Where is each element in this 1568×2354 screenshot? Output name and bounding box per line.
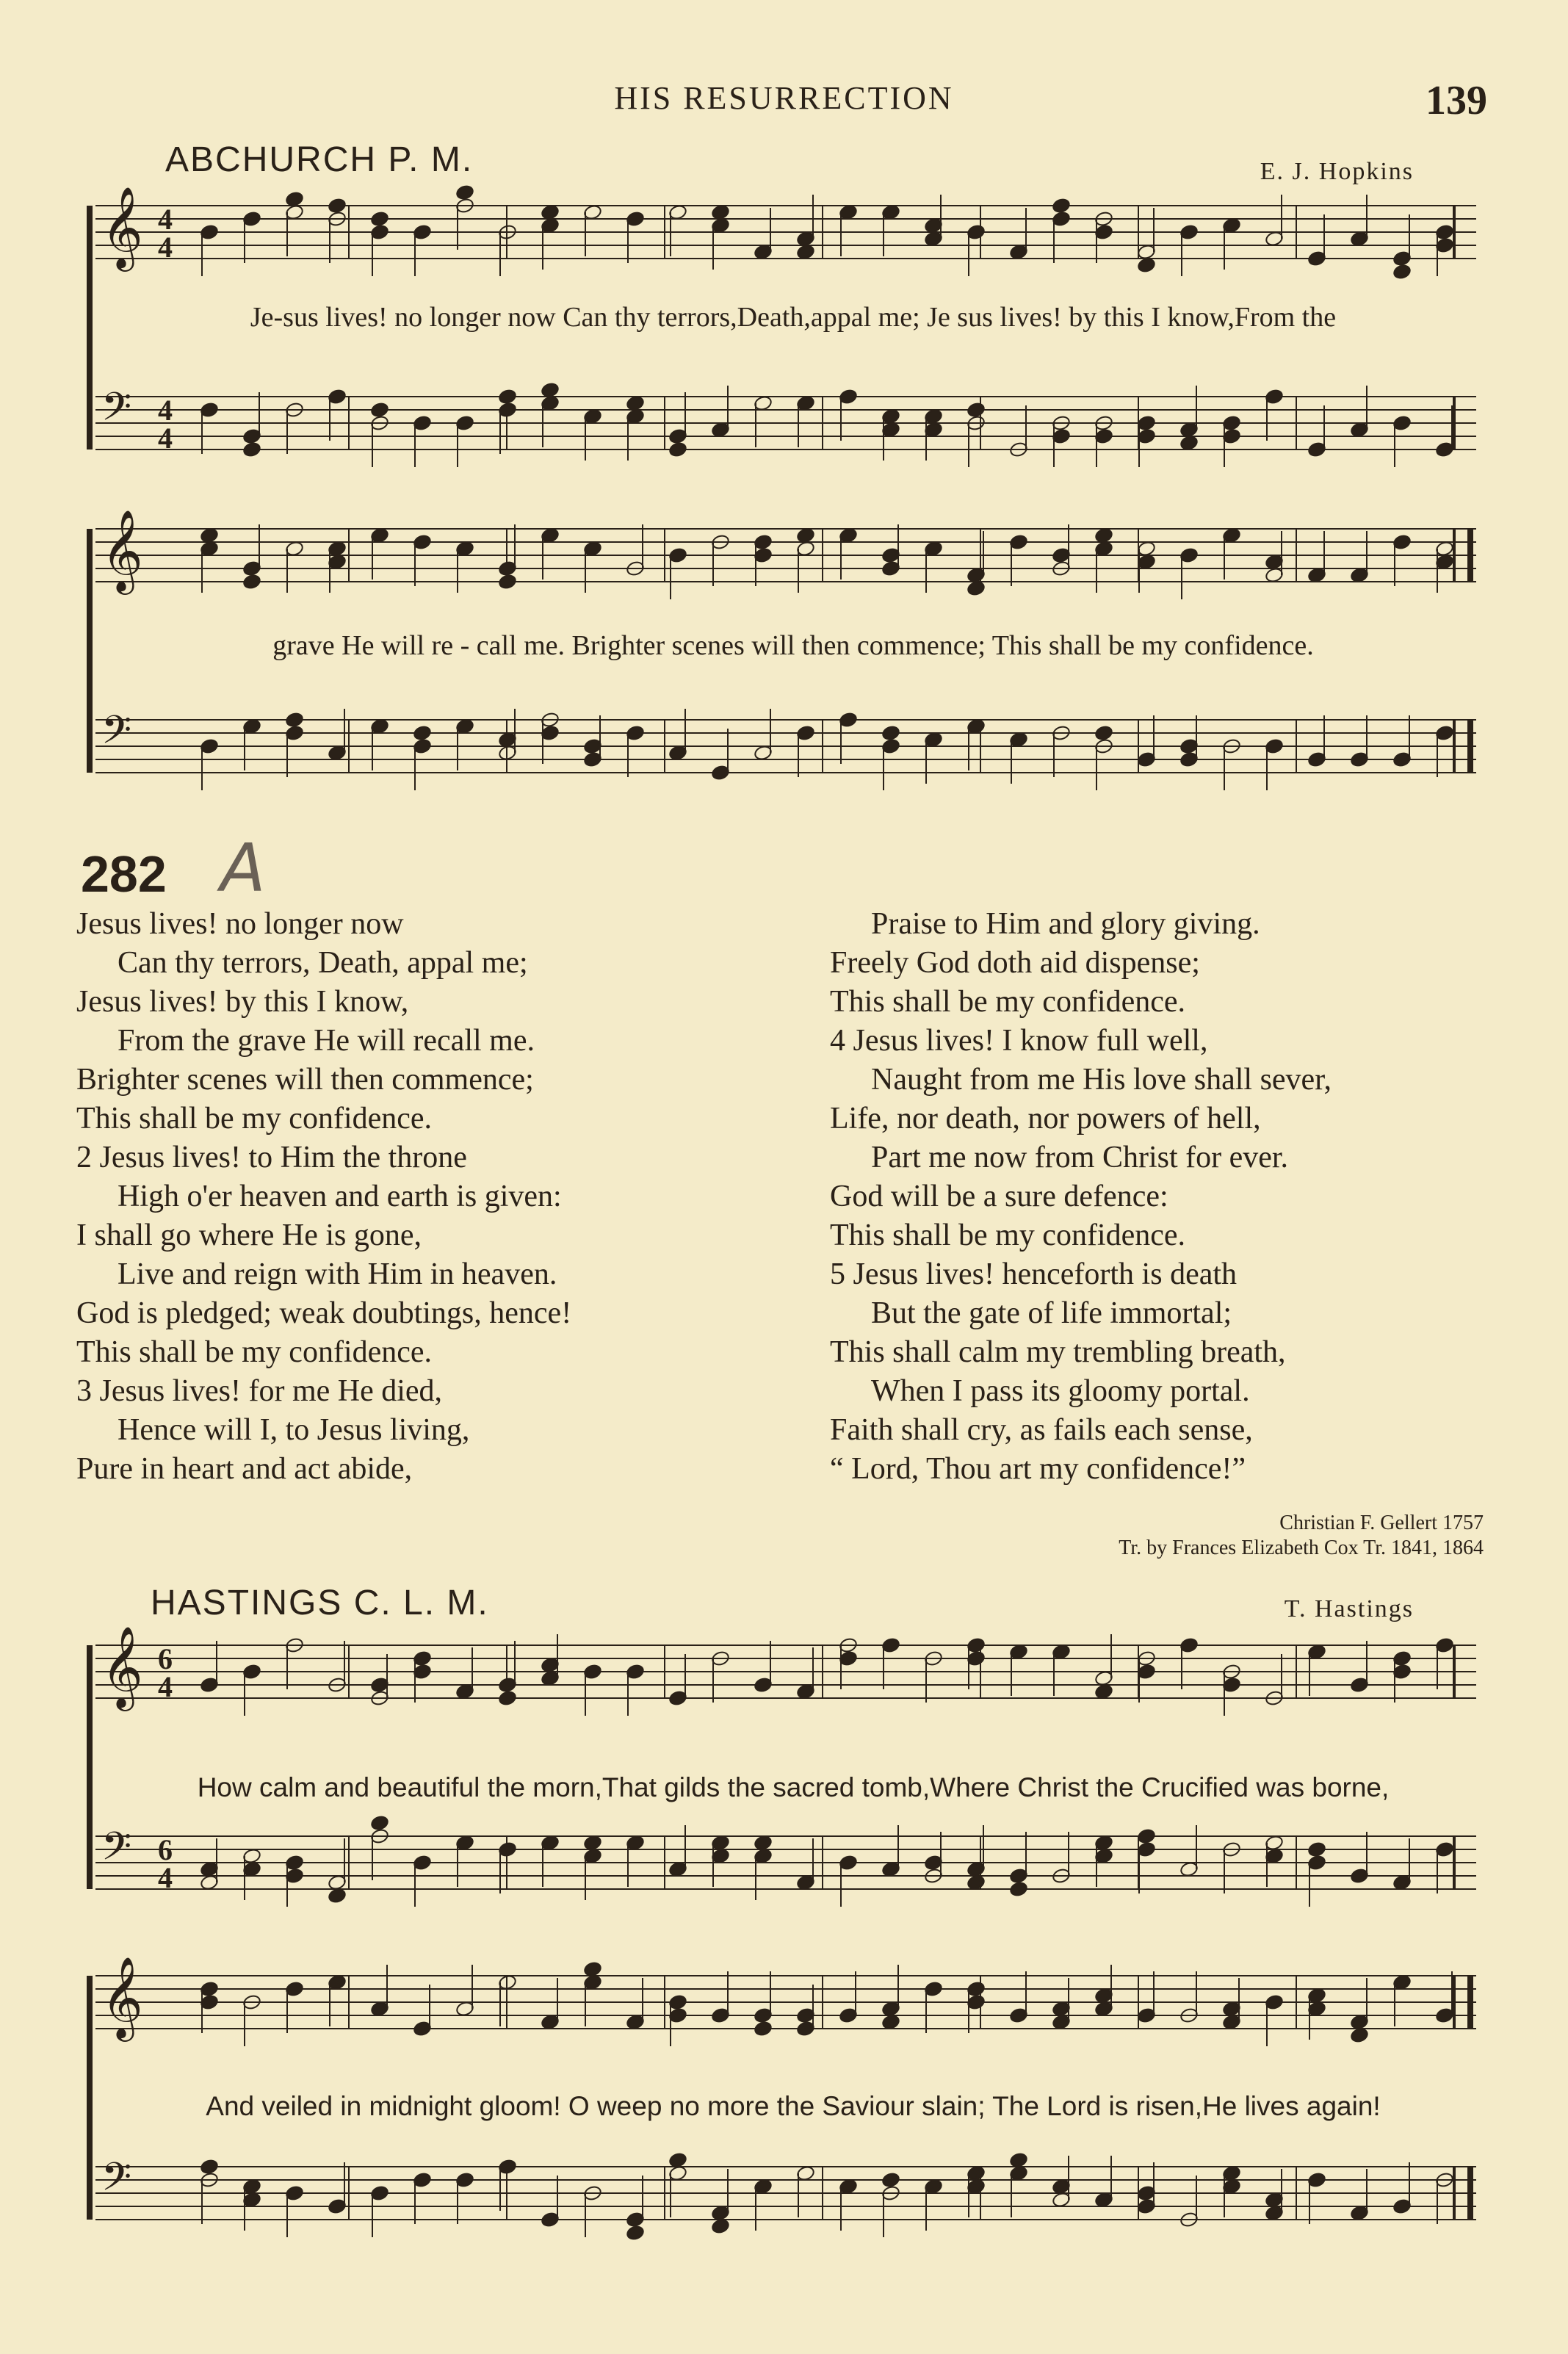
note-head: [881, 725, 900, 742]
note-head: [1009, 2152, 1028, 2169]
note-head: [754, 2021, 773, 2037]
bass-clef-icon: 𝄢: [101, 1824, 132, 1879]
note-head: [1094, 725, 1113, 742]
time-signature-top: 6: [158, 1833, 173, 1866]
lyric-line: Je-sus lives! no longer now Can thy terrors,Death,appal me; Je sus lives! by this I know,From the: [250, 302, 1337, 333]
note-head: [498, 1690, 517, 1707]
bass-clef-icon: 𝄢: [101, 385, 132, 439]
note-head: [1179, 435, 1199, 452]
note-head: [1094, 527, 1113, 544]
note-head: [967, 402, 986, 419]
time-signature-bottom: 4: [158, 422, 173, 455]
note-head: [881, 2172, 900, 2189]
verse-column-right: [830, 905, 1491, 1489]
staff-system: [81, 184, 1491, 499]
verse-line: God will be a sure defence:: [830, 1180, 1168, 1213]
verse-line: Praise to Him and glory giving.: [871, 907, 1260, 941]
translator-credit: Tr. by Frances Elizabeth Cox Tr. 1841, 1864: [1119, 1537, 1484, 1559]
note-head: [626, 2225, 645, 2242]
note-head: [1137, 257, 1156, 274]
note-head: [498, 389, 517, 405]
verse-line: This shall calm my trembling breath,: [830, 1335, 1286, 1369]
author-credit: Christian F. Gellert 1757: [1279, 1512, 1484, 1534]
verse-line: Hence will I, to Jesus living,: [118, 1413, 470, 1447]
hymn-number: 282: [81, 845, 167, 903]
bass-clef-icon: 𝄢: [101, 2155, 132, 2209]
verse-line: Faith shall cry, as fails each sense,: [830, 1413, 1253, 1447]
time-signature-top: 6: [158, 1642, 173, 1675]
lyric-line: grave He will re - call me. Brighter scenes will then commence; This shall be my confidence.: [272, 630, 1314, 661]
note-head: [328, 1888, 347, 1904]
treble-clef-icon: 𝄞: [101, 509, 143, 591]
note-head: [200, 2159, 219, 2176]
tune-name-abchurch: ABCHURCH P. M.: [165, 140, 474, 179]
note-head: [1307, 1841, 1326, 1858]
verse-line: Brighter scenes will then commence;: [76, 1063, 534, 1097]
bass-clef-icon: 𝄢: [101, 708, 132, 762]
verse-line: Naught from me His love shall sever,: [871, 1063, 1332, 1097]
time-signature-bottom: 4: [158, 231, 173, 264]
note-head: [285, 712, 304, 729]
tune-name-hastings: HASTINGS C. L. M.: [151, 1584, 489, 1622]
note-head: [541, 382, 560, 399]
note-head: [668, 441, 687, 458]
page-number: 139: [1426, 78, 1487, 123]
verse-line: 3 Jesus lives! for me He died,: [76, 1374, 443, 1408]
verse-column-left: [76, 905, 774, 1489]
note-head: [967, 1874, 986, 1891]
note-head: [711, 204, 730, 221]
note-head: [711, 2218, 730, 2235]
verse-line: Part me now from Christ for ever.: [871, 1141, 1289, 1174]
verse-line: This shall be my confidence.: [76, 1335, 433, 1369]
note-head: [1350, 2027, 1369, 2044]
verse-line: When I pass its gloomy portal.: [871, 1374, 1250, 1408]
time-signature-top: 4: [158, 203, 173, 236]
note-head: [626, 395, 645, 412]
verse-line: High o'er heaven and earth is given:: [118, 1180, 562, 1213]
note-head: [1392, 264, 1412, 281]
verse-line: Pure in heart and act abide,: [76, 1452, 413, 1486]
verse-line: Jesus lives! no longer now: [76, 907, 404, 941]
verse-line: This shall be my confidence.: [76, 1102, 433, 1136]
verse-line: 2 Jesus lives! to Him the throne: [76, 1141, 467, 1174]
verse-line: I shall go where He is gone,: [76, 1218, 422, 1252]
note-head: [583, 1835, 602, 1852]
composer-hopkins: E. J. Hopkins: [1260, 158, 1414, 185]
note-head: [370, 402, 389, 419]
verse-line: Life, nor death, nor powers of hell,: [830, 1102, 1261, 1136]
running-title: HIS RESURRECTION: [614, 80, 954, 116]
lyric-line: How calm and beautiful the morn,That gilds the sacred tomb,Where Christ the Crucified was borne,: [197, 1772, 1390, 1802]
note-head: [370, 1815, 389, 1832]
time-signature-bottom: 4: [158, 1861, 173, 1894]
note-head: [370, 211, 389, 228]
composer-hastings: T. Hastings: [1284, 1595, 1414, 1622]
verse-line: From the grave He will recall me.: [118, 1024, 535, 1058]
note-head: [881, 2014, 900, 2031]
note-head: [413, 725, 432, 742]
verse-line: Live and reign with Him in heaven.: [118, 1257, 557, 1291]
verse-line: Jesus lives! by this I know,: [76, 985, 409, 1019]
treble-clef-icon: 𝄞: [101, 1625, 143, 1708]
note-head: [967, 580, 986, 597]
verse-line: But the gate of life immortal;: [871, 1296, 1232, 1330]
note-head: [242, 441, 261, 458]
note-head: [754, 1835, 773, 1852]
music-system-1: [81, 184, 1491, 499]
note-head: [1137, 1828, 1156, 1845]
note-head: [796, 527, 815, 544]
note-head: [242, 574, 261, 591]
verse-line: This shall be my confidence.: [830, 985, 1186, 1019]
note-head: [796, 244, 815, 261]
verse-line: God is pledged; weak doubtings, hence!: [76, 1296, 572, 1330]
note-head: [541, 204, 560, 221]
note-head: [328, 198, 347, 214]
verse-line: 5 Jesus lives! henceforth is death: [830, 1257, 1238, 1291]
note-head: [455, 184, 474, 201]
verse-line: This shall be my confidence.: [830, 1218, 1186, 1252]
note-head: [200, 527, 219, 544]
time-signature-top: 4: [158, 394, 173, 427]
note-head: [1094, 1683, 1113, 1700]
verse-line: “ Lord, Thou art my confidence!”: [830, 1452, 1246, 1486]
time-signature-bottom: 4: [158, 1670, 173, 1703]
verse-line: 4 Jesus lives! I know full well,: [830, 1024, 1208, 1058]
lyric-line: And veiled in midnight gloom! O weep no more the Saviour slain; The Lord is risen,He lives again!: [206, 2091, 1381, 2121]
treble-clef-icon: 𝄞: [101, 186, 143, 268]
note-head: [583, 1961, 602, 1978]
verse-line: Freely God doth aid dispense;: [830, 946, 1200, 980]
handwritten-mark: A: [220, 830, 266, 907]
note-head: [668, 2152, 687, 2169]
note-head: [285, 191, 304, 208]
note-head: [1052, 198, 1071, 214]
note-head: [498, 574, 517, 591]
verse-line: Can thy terrors, Death, appal me;: [118, 946, 528, 980]
treble-clef-icon: 𝄞: [101, 1956, 143, 2038]
note-head: [1009, 1881, 1028, 1898]
